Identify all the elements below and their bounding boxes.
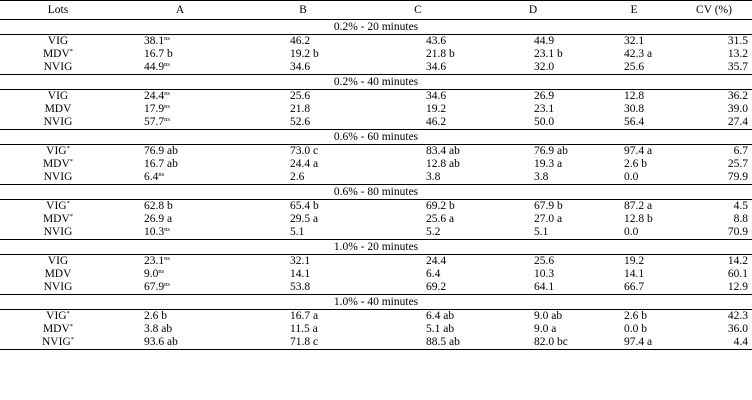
lot-cell: [0, 268, 116, 281]
table-row: [0, 213, 752, 226]
value-cell: [244, 116, 362, 130]
value-text: 76.9 ab: [144, 145, 178, 157]
lot-label: NVIG: [43, 281, 73, 293]
value-cell: [116, 226, 244, 240]
lot-label: MDV: [42, 158, 70, 170]
value-text: 10.3: [144, 226, 165, 238]
lot-cell: [0, 35, 116, 49]
lot-cell: [0, 103, 116, 116]
lot-label: VIG: [46, 310, 67, 322]
value-cell: [362, 323, 474, 336]
value-cell: [362, 90, 474, 104]
ns-marker: ns: [158, 268, 165, 275]
value-text: 46.2: [290, 35, 311, 47]
value-cell: [474, 116, 592, 130]
table-row: [0, 268, 752, 281]
value-cell: [362, 116, 474, 130]
value-cell: [116, 35, 244, 49]
lot-label: MDV: [42, 213, 70, 225]
lot-label: VIG: [46, 145, 67, 157]
table-row: [0, 48, 752, 61]
value-text: 24.4 a: [290, 158, 319, 170]
value-cell: [116, 171, 244, 185]
lot-cell: [0, 255, 116, 269]
value-text: 24.4: [144, 90, 165, 102]
table-row: [0, 281, 752, 295]
value-text: 65.4 b: [290, 200, 319, 212]
ns-marker: ns: [164, 255, 170, 262]
value-cell: [592, 255, 676, 269]
value-text: 62.8 b: [144, 200, 173, 212]
value-text: 5.1: [534, 226, 549, 238]
value-text: 3.8: [534, 171, 549, 183]
value-cell: [474, 213, 592, 226]
value-cell: [474, 336, 592, 350]
value-text: 32.1: [290, 255, 311, 267]
significance-marker: *: [69, 158, 74, 165]
header-row: [0, 1, 752, 20]
value-text: 2.6 b: [144, 310, 167, 322]
value-text: 30.8: [624, 103, 645, 115]
cv-cell: 60.1: [727, 268, 748, 280]
value-cell: [362, 268, 474, 281]
value-text: 12.8 ab: [426, 158, 460, 170]
header-b: B: [244, 1, 362, 20]
value-cell: [592, 145, 676, 159]
table-row: [0, 171, 752, 185]
value-text: 2.6 b: [624, 158, 647, 170]
value-cell: [244, 255, 362, 269]
value-cell: [244, 310, 362, 324]
lot-cell: [0, 323, 116, 336]
value-cell: [362, 310, 474, 324]
value-cell: [244, 281, 362, 295]
value-cell: [592, 213, 676, 226]
section-title: 0.6% - 80 minutes: [0, 185, 752, 200]
value-cell: [244, 48, 362, 61]
value-cell: [116, 281, 244, 295]
table-row: [0, 310, 752, 324]
table-row: [0, 103, 752, 116]
value-cell: [362, 336, 474, 350]
cv-cell: 42.3: [727, 310, 748, 322]
lot-label: MDV: [42, 323, 70, 335]
header-d: D: [474, 1, 592, 20]
section-header-row: [0, 20, 752, 35]
value-cell: [116, 90, 244, 104]
value-cell: [474, 226, 592, 240]
lot-label: NVIG: [43, 61, 73, 73]
lot-label: NVIG: [43, 226, 73, 238]
table-row: [0, 200, 752, 214]
section-header-row: [0, 75, 752, 90]
value-cell: [362, 158, 474, 171]
cv-cell: 39.0: [727, 103, 748, 115]
value-text: 83.4 ab: [426, 145, 460, 157]
value-cell: [474, 61, 592, 75]
value-cell: [116, 213, 244, 226]
section-header-row: [0, 185, 752, 200]
value-text: 23.1: [534, 103, 555, 115]
value-cell: [474, 200, 592, 214]
header-lots: Lots: [0, 1, 116, 20]
value-text: 2.6: [290, 171, 305, 183]
lot-cell: [0, 158, 116, 171]
value-text: 57.7: [144, 116, 165, 128]
value-cell: [362, 171, 474, 185]
lot-cell: [0, 116, 116, 130]
header-e: E: [592, 1, 676, 20]
value-cell: [116, 103, 244, 116]
value-text: 32.0: [534, 61, 555, 73]
lot-cell: [0, 90, 116, 104]
value-cell: [592, 103, 676, 116]
ns-marker: ns: [164, 226, 170, 233]
value-text: 25.6 a: [426, 213, 455, 225]
value-text: 6.4: [144, 171, 159, 183]
value-text: 42.3 a: [624, 48, 653, 60]
value-text: 11.5 a: [290, 323, 318, 335]
cv-cell: 14.2: [727, 255, 748, 267]
lot-label: MDV: [44, 268, 72, 280]
lot-cell: [0, 48, 116, 61]
value-cell: [474, 281, 592, 295]
value-text: 97.4 a: [624, 145, 653, 157]
cv-cell: 4.4: [676, 336, 752, 350]
value-cell: [592, 61, 676, 75]
value-cell: [592, 90, 676, 104]
value-cell: [244, 336, 362, 350]
value-text: 21.8: [290, 103, 311, 115]
lot-cell: [0, 310, 116, 324]
cv-cell: 36.2: [727, 90, 748, 102]
value-cell: [474, 158, 592, 171]
header-c: C: [362, 1, 474, 20]
header-cv: CV (%): [676, 1, 752, 20]
significance-marker: *: [66, 200, 70, 207]
lot-label: VIG: [47, 35, 69, 47]
section-header-row: [0, 240, 752, 255]
table-body: [0, 20, 752, 350]
value-text: 17.9: [144, 103, 165, 115]
ns-marker: ns: [164, 281, 170, 288]
lot-label: NVIG: [42, 336, 71, 348]
value-cell: [244, 158, 362, 171]
value-cell: [592, 310, 676, 324]
cv-cell: 35.7: [727, 61, 748, 73]
value-text: 25.6: [624, 61, 645, 73]
lot-cell: [0, 336, 116, 350]
table-row: [0, 35, 752, 49]
value-text: 69.2: [426, 281, 447, 293]
value-cell: [474, 255, 592, 269]
cv-cell: 6.7: [733, 145, 748, 157]
value-cell: [362, 200, 474, 214]
value-text: 93.6 ab: [144, 336, 178, 348]
significance-marker: *: [70, 336, 74, 343]
value-cell: [474, 323, 592, 336]
section-title: 0.6% - 60 minutes: [0, 130, 752, 145]
value-cell: [244, 200, 362, 214]
value-text: 53.8: [290, 281, 311, 293]
value-text: 50.0: [534, 116, 555, 128]
cv-cell: 4.5: [733, 200, 748, 212]
value-text: 46.2: [426, 116, 447, 128]
value-text: 34.6: [426, 90, 447, 102]
lot-cell: [0, 281, 116, 295]
value-cell: [592, 226, 676, 240]
value-cell: [592, 281, 676, 295]
value-text: 5.1: [290, 226, 305, 238]
value-text: 19.2: [624, 255, 645, 267]
value-text: 88.5 ab: [426, 336, 460, 348]
value-text: 6.4: [426, 268, 441, 280]
value-cell: [592, 35, 676, 49]
value-cell: [362, 281, 474, 295]
value-cell: [244, 323, 362, 336]
value-cell: [592, 158, 676, 171]
value-cell: [244, 90, 362, 104]
section-title: 1.0% - 20 minutes: [0, 240, 752, 255]
value-text: 10.3: [534, 268, 555, 280]
value-cell: [244, 61, 362, 75]
lot-cell: [0, 200, 116, 214]
section-header-row: [0, 295, 752, 310]
value-cell: [244, 213, 362, 226]
value-cell: [362, 226, 474, 240]
ns-marker: ns: [164, 90, 170, 97]
ns-marker: ns: [158, 171, 165, 178]
value-cell: [474, 90, 592, 104]
ns-marker: ns: [164, 103, 170, 110]
table-row: [0, 90, 752, 104]
value-cell: [362, 48, 474, 61]
table-row: [0, 323, 752, 336]
cv-cell: 36.0: [727, 323, 748, 335]
value-text: 19.3 a: [534, 158, 563, 170]
value-cell: [474, 35, 592, 49]
value-cell: [116, 145, 244, 159]
value-cell: [592, 323, 676, 336]
value-cell: [116, 200, 244, 214]
value-text: 69.2 b: [426, 200, 455, 212]
cv-cell: 25.7: [727, 158, 748, 170]
significance-marker: *: [66, 310, 70, 317]
value-cell: [362, 103, 474, 116]
value-cell: [474, 48, 592, 61]
lot-label: MDV: [44, 103, 72, 115]
value-text: 3.8: [426, 171, 441, 183]
value-text: 16.7 ab: [144, 158, 178, 170]
value-cell: [244, 268, 362, 281]
value-text: 25.6: [534, 255, 555, 267]
section-title: 0.2% - 20 minutes: [0, 20, 752, 35]
value-text: 27.0 a: [534, 213, 563, 225]
value-cell: [592, 336, 676, 350]
value-text: 12.8: [624, 90, 645, 102]
lot-cell: [0, 226, 116, 240]
value-cell: [474, 268, 592, 281]
lot-cell: [0, 171, 116, 185]
ns-marker: ns: [164, 35, 170, 42]
value-text: 12.8 b: [624, 213, 653, 225]
value-cell: [116, 158, 244, 171]
value-cell: [116, 323, 244, 336]
significance-marker: *: [69, 323, 74, 330]
value-cell: [362, 255, 474, 269]
value-text: 2.6 b: [624, 310, 647, 322]
cv-cell: 12.9: [727, 281, 748, 293]
value-cell: [116, 116, 244, 130]
table-row: [0, 61, 752, 75]
lot-cell: [0, 145, 116, 159]
table-row: [0, 255, 752, 269]
lot-label: VIG: [46, 200, 67, 212]
value-text: 34.6: [290, 61, 311, 73]
lot-label: VIG: [47, 90, 69, 102]
lot-cell: [0, 61, 116, 75]
value-text: 29.5 a: [290, 213, 319, 225]
value-cell: [244, 171, 362, 185]
value-text: 0.0: [624, 226, 639, 238]
section-title: 0.2% - 40 minutes: [0, 75, 752, 90]
value-text: 56.4: [624, 116, 645, 128]
value-text: 82.0 bc: [534, 336, 568, 348]
significance-marker: *: [66, 145, 70, 152]
cv-cell: 27.4: [727, 116, 748, 128]
value-text: 25.6: [290, 90, 311, 102]
value-text: 23.1 b: [534, 48, 563, 60]
section-header-row: [0, 130, 752, 145]
value-text: 9.0 a: [534, 323, 557, 335]
value-text: 44.9: [144, 61, 165, 73]
value-text: 6.4 ab: [426, 310, 455, 322]
value-cell: [592, 171, 676, 185]
table-row: [0, 336, 752, 350]
value-cell: [244, 103, 362, 116]
value-text: 24.4: [426, 255, 447, 267]
value-cell: [116, 310, 244, 324]
value-text: 71.8 c: [290, 336, 319, 348]
value-text: 64.1: [534, 281, 555, 293]
value-cell: [362, 213, 474, 226]
lot-cell: [0, 213, 116, 226]
section-title: 1.0% - 40 minutes: [0, 295, 752, 310]
value-text: 76.9 ab: [534, 145, 568, 157]
value-text: 44.9: [534, 35, 555, 47]
ns-marker: ns: [164, 61, 170, 68]
value-text: 5.1 ab: [426, 323, 455, 335]
table-row: [0, 116, 752, 130]
value-cell: [474, 310, 592, 324]
value-text: 23.1: [144, 255, 165, 267]
lot-label: MDV: [42, 48, 70, 60]
value-text: 9.0 ab: [534, 310, 563, 322]
value-cell: [474, 145, 592, 159]
value-text: 0.0 b: [624, 323, 647, 335]
value-text: 38.1: [144, 35, 165, 47]
value-cell: [362, 61, 474, 75]
value-text: 16.7 b: [144, 48, 173, 60]
cv-cell: 79.9: [727, 171, 748, 183]
value-text: 19.2 b: [290, 48, 319, 60]
value-cell: [116, 61, 244, 75]
value-text: 87.2 a: [624, 200, 653, 212]
ns-marker: ns: [164, 116, 170, 123]
value-cell: [474, 103, 592, 116]
value-text: 9.0: [144, 268, 159, 280]
value-text: 32.1: [624, 35, 645, 47]
value-cell: [592, 268, 676, 281]
value-text: 73.0 c: [290, 145, 319, 157]
value-cell: [592, 116, 676, 130]
value-cell: [592, 200, 676, 214]
value-cell: [244, 35, 362, 49]
lot-label: VIG: [47, 255, 69, 267]
value-cell: [244, 226, 362, 240]
value-cell: [592, 48, 676, 61]
value-cell: [362, 35, 474, 49]
value-text: 52.6: [290, 116, 311, 128]
value-text: 26.9 a: [144, 213, 173, 225]
cv-cell: 31.5: [727, 35, 748, 47]
value-text: 67.9: [144, 281, 165, 293]
value-cell: [362, 145, 474, 159]
value-text: 21.8 b: [426, 48, 455, 60]
value-text: 34.6: [426, 61, 447, 73]
value-text: 19.2: [426, 103, 447, 115]
cv-cell: 13.2: [727, 48, 748, 60]
value-text: 66.7: [624, 281, 645, 293]
value-text: 14.1: [290, 268, 311, 280]
table-row: [0, 226, 752, 240]
value-cell: [116, 336, 244, 350]
value-cell: [116, 268, 244, 281]
value-text: 67.9 b: [534, 200, 563, 212]
significance-marker: *: [69, 213, 74, 220]
value-text: 97.4 a: [624, 336, 653, 348]
value-text: 5.2: [426, 226, 441, 238]
value-text: 0.0: [624, 171, 639, 183]
lot-label: NVIG: [43, 116, 73, 128]
value-text: 16.7 a: [290, 310, 319, 322]
value-text: 3.8 ab: [144, 323, 173, 335]
value-text: 14.1: [624, 268, 645, 280]
value-cell: [474, 171, 592, 185]
value-text: 26.9: [534, 90, 555, 102]
value-cell: [116, 255, 244, 269]
cv-cell: 8.8: [733, 213, 748, 225]
table-row: [0, 145, 752, 159]
value-cell: [116, 48, 244, 61]
significance-marker: *: [69, 48, 74, 55]
value-text: 43.6: [426, 35, 447, 47]
value-cell: [244, 145, 362, 159]
table-row: [0, 158, 752, 171]
lot-label: NVIG: [43, 171, 73, 183]
header-a: A: [116, 1, 244, 20]
cv-cell: 70.9: [727, 226, 748, 238]
